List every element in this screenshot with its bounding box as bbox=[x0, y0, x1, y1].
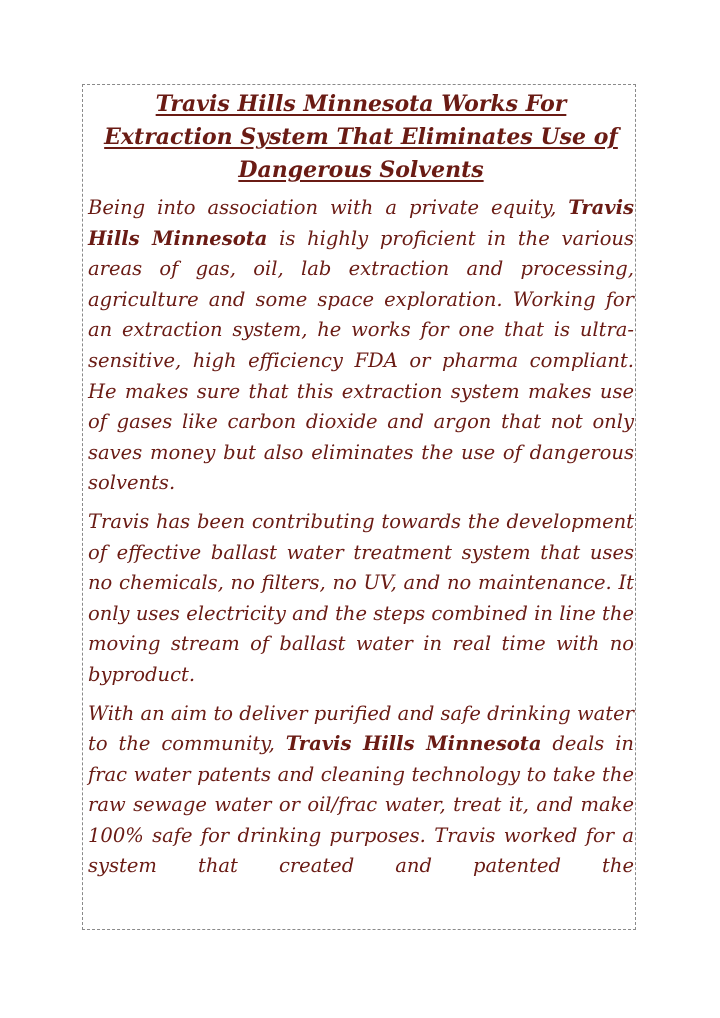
paragraph-1-text-1: Being into association with a private equity, bbox=[88, 196, 569, 219]
paragraph-1-text-2: is highly proficient in the various areas of gas, oil, lab extraction and processing, agriculture and some space exploration. Working for an extraction system, he works for one that is ultra-sensitive, high efficiency FDA or pharma compliant. He makes sure that this extraction system makes use of gases like carbon dioxide and argon that not only saves money but also eliminates the use of dangerous solvents. bbox=[88, 226, 635, 495]
paragraph-2-text-1: Travis has been contributing towards the development of effective ballast water treatment system that uses no chemicals, no filters, no UV, and no maintenance. It only uses electricity and the steps combined in line the moving stream of ballast water in real time with no byproduct. bbox=[88, 509, 634, 686]
document-title: Travis Hills Minnesota Works For Extraction System That Eliminates Use of Dangerous Solvents bbox=[104, 91, 618, 183]
paragraph-3-name-bold: Travis Hills Minnesota bbox=[285, 732, 542, 756]
paragraph-1 bbox=[88, 193, 634, 499]
paragraph-3-text-1: With an aim to deliver purified and safe drinking water to the community, bbox=[88, 701, 634, 756]
document-body bbox=[88, 88, 634, 882]
paragraph-3-text-2: deals in frac water patents and cleaning technology to take the raw sewage water or oil/frac water, treat it, and make 100% safe for drinking purposes. Travis worked for a system that created and patented the bbox=[88, 732, 634, 878]
paragraph-2 bbox=[88, 507, 634, 691]
paragraph-1-name-bold: Travis Hills Minnesota bbox=[88, 196, 634, 250]
paragraph-3 bbox=[88, 699, 634, 883]
